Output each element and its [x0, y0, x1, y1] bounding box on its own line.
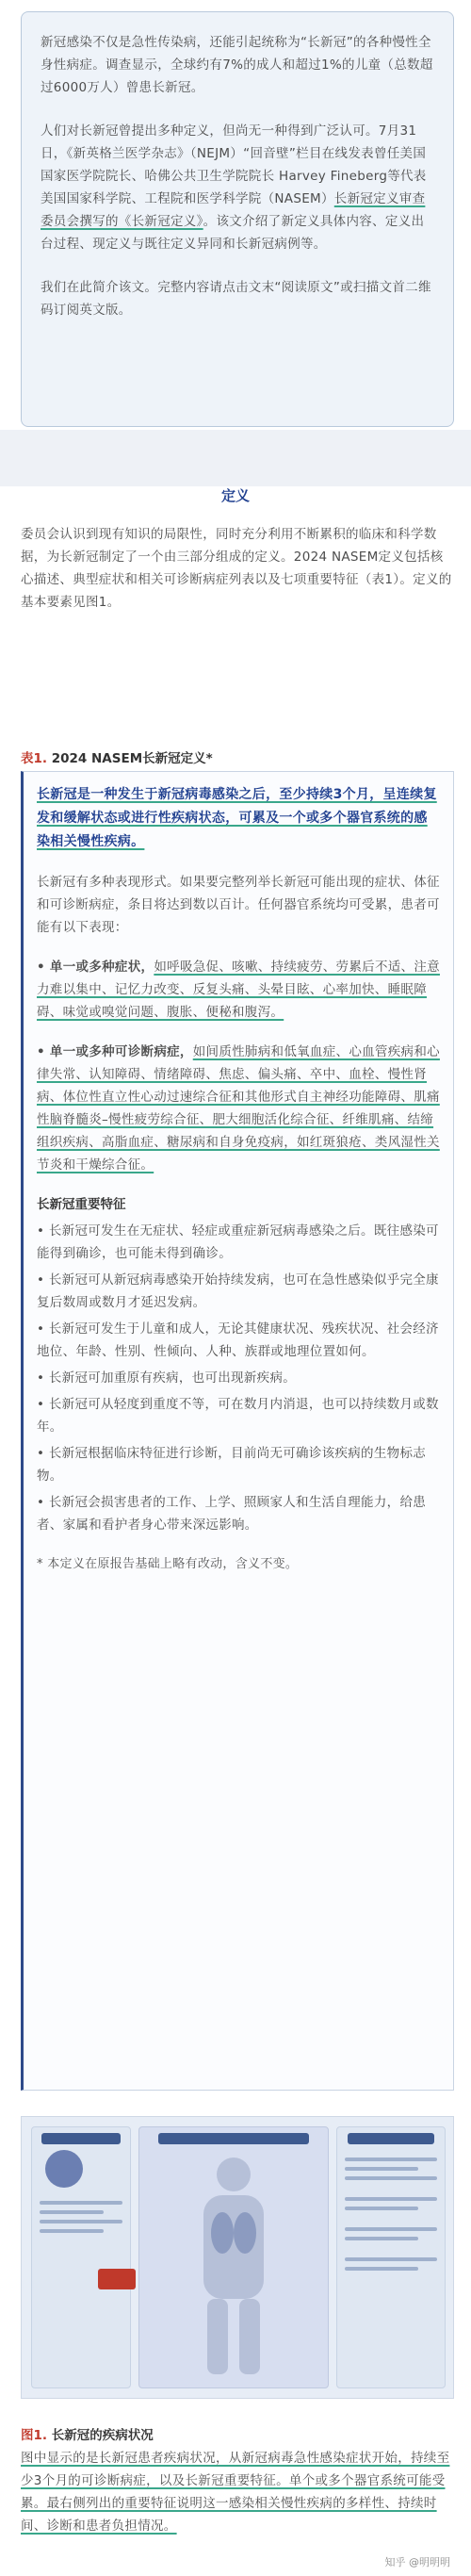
virus-icon: [45, 2150, 83, 2188]
figure-title: 长新冠的疾病状况: [51, 2428, 154, 2443]
figure-text-line: [345, 2176, 437, 2180]
watermark: 知乎 @明明明: [384, 2556, 450, 2568]
intro-box: [21, 11, 454, 427]
figure-middle-panel: [138, 2126, 329, 2388]
intro-paragraph-2-c: 。该文介绍了新定义具体内容、定义出台过程、现定义与既往定义异同和长新冠病例等。: [41, 214, 425, 252]
section-title-definition: 定义: [220, 487, 250, 504]
figure-text-line: [345, 2197, 437, 2201]
definition-table: [21, 771, 454, 2091]
figure-middle-header: [158, 2133, 309, 2144]
symptoms-text: 如呼吸急促、咳嗽、持续疲劳、劳累后不适、注意力难以集中、记忆力改变、反复头痛、头晕目眩、心率加快、睡眠障碍、味觉或嗅觉问题、腹胀、便秘和腹泻。: [37, 960, 440, 1020]
feature-item: • 长新冠根据临床特征进行诊断，目前尚无可确诊该疾病的生物标志物。: [37, 1446, 427, 1484]
figure-left-panel: [31, 2126, 131, 2388]
figure-text-line: [345, 2227, 437, 2231]
symptoms-item: [37, 956, 440, 1024]
features-title: 长新冠重要特征: [37, 1197, 126, 1212]
feature-item: • 长新冠会损害患者的工作、上学、照顾家人和生活自理能力，给患者、家属和看护者身心带来深远影响。: [37, 1495, 427, 1533]
figure-text-line: [345, 2267, 418, 2271]
table-caption: [21, 747, 213, 766]
definition-body: 委员会认识到现有知识的局限性，同时充分利用不断累积的临床和科学数据，为长新冠制定了一个由三部分组成的定义。2024 NASEM定义包括核心描述、典型症状和相关可诊断病症列表以及七项重要特征（表1）。定义的基本要素见图1。: [21, 527, 452, 610]
section-divider-band: [0, 430, 471, 486]
conditions-item: [37, 1041, 440, 1176]
figure-text-line: [345, 2207, 418, 2210]
figure-text-line: [40, 2201, 122, 2205]
forms-intro: 长新冠有多种表现形式。如果要完整列举长新冠可能出现的症状、体征和可诊断病症，条目将达到数以百计。任何器官系统均可受累，患者可能有以下表现：: [37, 875, 440, 935]
figure-label: 图1.: [21, 2428, 48, 2443]
feature-item: • 长新冠可加重原有疾病，也可出现新疾病。: [37, 1370, 297, 1386]
figure-right-panel: [336, 2126, 446, 2388]
feature-item: • 长新冠可发生于儿童和成人，无论其健康状况、残疾状况、社会经济地位、年龄、性别、性倾向、人种、族群或地理位置如何。: [37, 1321, 439, 1359]
symptoms-title: • 单一或多种症状，: [37, 960, 154, 975]
feature-item: • 长新冠可从轻度到重度不等，可在数月内消退，也可以持续数月或数年。: [37, 1397, 439, 1435]
intro-paragraph-1: 新冠感染不仅是急性传染病，还能引起统称为“长新冠”的各种慢性全身性病症。调查显示，全球约有7%的成人和超过1%的儿童（总数超过6000万人）曾患长新冠。: [41, 35, 433, 95]
figure-right-header: [348, 2133, 433, 2144]
definition-lead: 长新冠是一种发生于新冠病毒感染之后，至少持续3个月，呈连续复发和缓解状态或进行性疾病状态，可累及一个或多个器官系统的感染相关慢性疾病。: [37, 787, 437, 849]
table-label: 表1.: [21, 751, 48, 766]
figure-caption: 图中显示的是长新冠患者疾病状况，从新冠病毒急性感染症状开始，持续至少3个月的可诊断病症，以及长新冠重要特征。单个或多个器官系统可能受累。最右侧列出的重要特征说明这一感染相关慢性疾病的多样性、持续时间、诊断和患者负担情况。: [21, 2451, 450, 2534]
figure-text-line: [40, 2229, 104, 2233]
figure-text-line: [345, 2158, 437, 2161]
feature-item: • 长新冠可从新冠病毒感染开始持续发病，也可在急性感染似乎完全康复后数周或数月才延迟发病。: [37, 1272, 439, 1310]
figure-long-covid-illustration: [21, 2116, 454, 2399]
intro-paragraph-2-highlight: 长新冠定义审查委员会撰写的《长新冠定义》: [41, 191, 426, 229]
figure-text-line: [345, 2167, 418, 2171]
figure-red-tag: [98, 2269, 136, 2289]
table-footnote: * 本定义在原报告基础上略有改动，含义不变。: [37, 1557, 299, 1571]
intro-paragraph-2-a: 人们对长新冠曾提出多种定义，但尚无一种得到广泛认可。7月31日，《新英格兰医学杂志》（NEJM）“回音壁”栏目在线发表曾任美国国家医学院院长、哈佛公共卫生学院院长 Harvey Fineberg等代表美国国家科学院、工程院和医学科学院（NASEM）: [41, 123, 427, 206]
intro-paragraph-2: [41, 120, 434, 255]
intro-paragraph-3: 我们在此简介该文。完整内容请点击文末“阅读原文”或扫描文首二维码订阅英文版。: [41, 280, 431, 318]
body-silhouette-icon: [139, 2148, 328, 2384]
table-title: 2024 NASEM长新冠定义*: [51, 751, 213, 766]
figure-text-line: [40, 2210, 104, 2214]
figure-text-line: [40, 2220, 122, 2223]
figure-text-line: [345, 2237, 418, 2240]
figure-text-line: [345, 2257, 437, 2261]
conditions-text: 如间质性肺病和低氧血症、心血管疾病和心律失常、认知障碍、情绪障碍、焦虑、偏头痛、卒中、血栓、慢性肾病、体位性直立性心动过速综合征和其他形式自主神经功能障碍、肌痛性脑脊髓炎–慢性疲劳综合征、肥大细胞活化综合征、纤维肌痛、结缔组织疾病、高脂血症、糖尿病和自身免疫病，如红斑狼疮、类风湿性关节炎和干燥综合征。: [37, 1044, 440, 1173]
figure-caption-title: [21, 2424, 154, 2443]
conditions-title: • 单一或多种可诊断病症，: [37, 1044, 193, 1059]
figure-left-header: [41, 2133, 120, 2144]
feature-item: • 长新冠可发生在无症状、轻症或重症新冠病毒感染之后。既往感染可能得到确诊，也可能未得到确诊。: [37, 1223, 439, 1261]
features-list: [37, 1220, 440, 1536]
